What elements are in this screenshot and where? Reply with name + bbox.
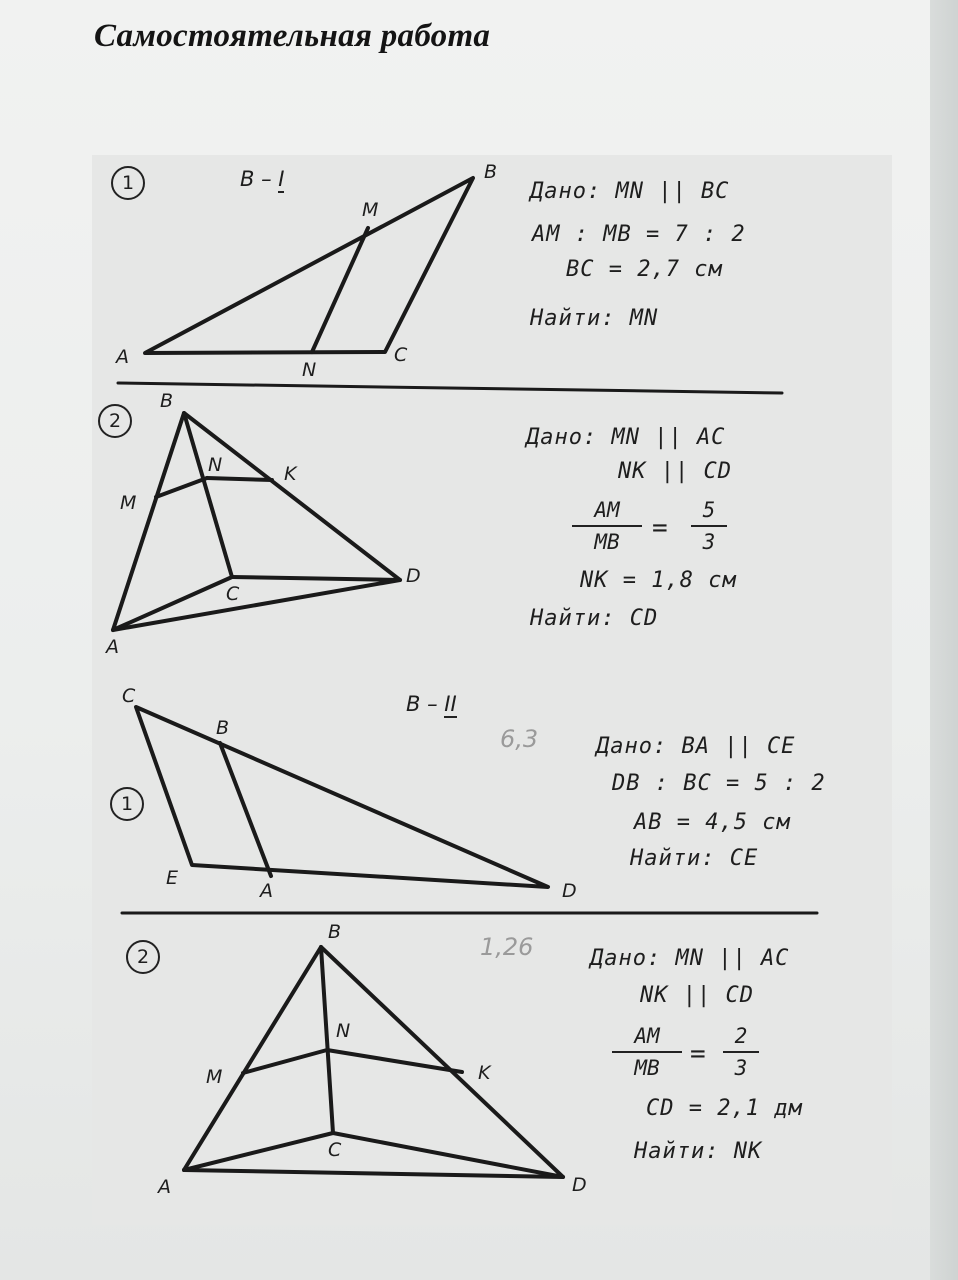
point-label-b: В bbox=[484, 161, 498, 183]
task-number-circle: 2 bbox=[126, 940, 160, 974]
segment-cd bbox=[333, 1133, 563, 1177]
point-label-n: N bbox=[302, 359, 317, 381]
point-label-m: M bbox=[206, 1066, 223, 1088]
given-line: Дано: MN || BC bbox=[530, 179, 730, 204]
figure-v1-task1 bbox=[145, 178, 473, 353]
point-label-c: C bbox=[122, 685, 136, 707]
fraction-bar bbox=[612, 1051, 682, 1053]
ratio-value-denominator: 3 bbox=[702, 530, 716, 554]
segment-nk bbox=[207, 478, 272, 480]
task-number-circle: 2 bbox=[98, 404, 132, 438]
point-label-a: A bbox=[116, 346, 129, 368]
pencil-answer: 1,26 bbox=[480, 933, 534, 961]
point-label-n: N bbox=[336, 1020, 351, 1042]
fraction-bar bbox=[691, 525, 727, 527]
variant-label bbox=[406, 692, 457, 716]
variant-label bbox=[240, 167, 284, 191]
find-line: Найти: NK bbox=[634, 1139, 763, 1164]
ratio-value-denominator: 3 bbox=[734, 1056, 748, 1080]
equals-sign: = bbox=[652, 513, 668, 543]
divider-1 bbox=[118, 383, 782, 393]
figure-v2-task1 bbox=[136, 707, 548, 887]
point-label-d: D bbox=[572, 1174, 587, 1196]
point-label-c: C bbox=[328, 1139, 342, 1161]
variant-prefix: В – bbox=[240, 167, 272, 191]
point-label-m: M bbox=[362, 199, 379, 221]
pencil-answer: 6,3 bbox=[500, 725, 539, 753]
ratio-value-numerator: 5 bbox=[702, 498, 716, 522]
point-label-a: A bbox=[158, 1176, 171, 1198]
figure-v2-task2 bbox=[184, 947, 563, 1177]
given-line: DB : BC = 5 : 2 bbox=[612, 771, 826, 796]
figure-v1-task2 bbox=[113, 413, 400, 630]
point-label-a: A bbox=[106, 636, 119, 658]
ratio-value-fraction bbox=[691, 500, 727, 553]
page-title: Самостоятельная работа bbox=[94, 18, 491, 54]
given-line: Дано: MN || AC bbox=[526, 425, 726, 450]
ratio-value-numerator: 2 bbox=[734, 1024, 748, 1048]
point-label-k: K bbox=[284, 463, 297, 485]
variant-prefix: В – bbox=[406, 692, 438, 716]
find-line: Найти: CD bbox=[530, 606, 659, 631]
outer-triangle-abd bbox=[113, 413, 400, 630]
ratio-numerator: AM bbox=[594, 498, 620, 522]
point-label-b: B bbox=[216, 717, 230, 739]
find-line: Найти: MN bbox=[530, 306, 659, 331]
point-label-k: K bbox=[478, 1062, 491, 1084]
given-line: AB = 4,5 см bbox=[634, 810, 791, 835]
segment-bc bbox=[184, 413, 232, 577]
fraction-bar bbox=[723, 1051, 759, 1053]
point-label-e: E bbox=[166, 867, 179, 889]
given-line: Дано: BA || CE bbox=[596, 734, 796, 759]
triangle-cde bbox=[136, 707, 548, 887]
ratio-value-fraction bbox=[723, 1026, 759, 1079]
triangle-abc bbox=[145, 178, 473, 353]
point-label-a: A bbox=[260, 880, 273, 902]
point-label-m: M bbox=[120, 492, 137, 514]
task-number-circle: 1 bbox=[110, 787, 144, 821]
given-line: NK || CD bbox=[618, 459, 732, 484]
variant-roman: I bbox=[278, 167, 285, 191]
find-line: Найти: CE bbox=[630, 846, 759, 871]
segment-cd bbox=[232, 577, 400, 580]
point-label-n: N bbox=[208, 454, 223, 476]
equals-sign: = bbox=[690, 1039, 706, 1069]
ratio-denominator: MB bbox=[594, 530, 620, 554]
point-label-d: D bbox=[562, 880, 577, 902]
ratio-fraction bbox=[572, 500, 642, 553]
point-label-d: D bbox=[406, 565, 421, 587]
segment-ac bbox=[184, 1133, 333, 1170]
given-line: NK || CD bbox=[640, 983, 754, 1008]
point-label-c: C bbox=[394, 344, 408, 366]
task-number-circle: 1 bbox=[111, 166, 145, 200]
variant-roman: II bbox=[444, 692, 457, 716]
given-line: AM : MB = 7 : 2 bbox=[532, 222, 746, 247]
segment-ac bbox=[113, 577, 232, 630]
ratio-fraction bbox=[612, 1026, 682, 1079]
point-label-b: B bbox=[328, 921, 342, 943]
segment-bc bbox=[321, 947, 333, 1133]
point-label-b: B bbox=[160, 390, 174, 412]
given-line: NK = 1,8 см bbox=[580, 568, 737, 593]
segment-mn bbox=[312, 228, 368, 352]
point-label-c: C bbox=[226, 583, 240, 605]
given-line: CD = 2,1 дм bbox=[646, 1096, 803, 1121]
given-line: BC = 2,7 см bbox=[566, 257, 723, 282]
given-line: Дано: MN || AC bbox=[590, 946, 790, 971]
ratio-numerator: AM bbox=[634, 1024, 660, 1048]
fraction-bar bbox=[572, 525, 642, 527]
ratio-denominator: MB bbox=[634, 1056, 660, 1080]
